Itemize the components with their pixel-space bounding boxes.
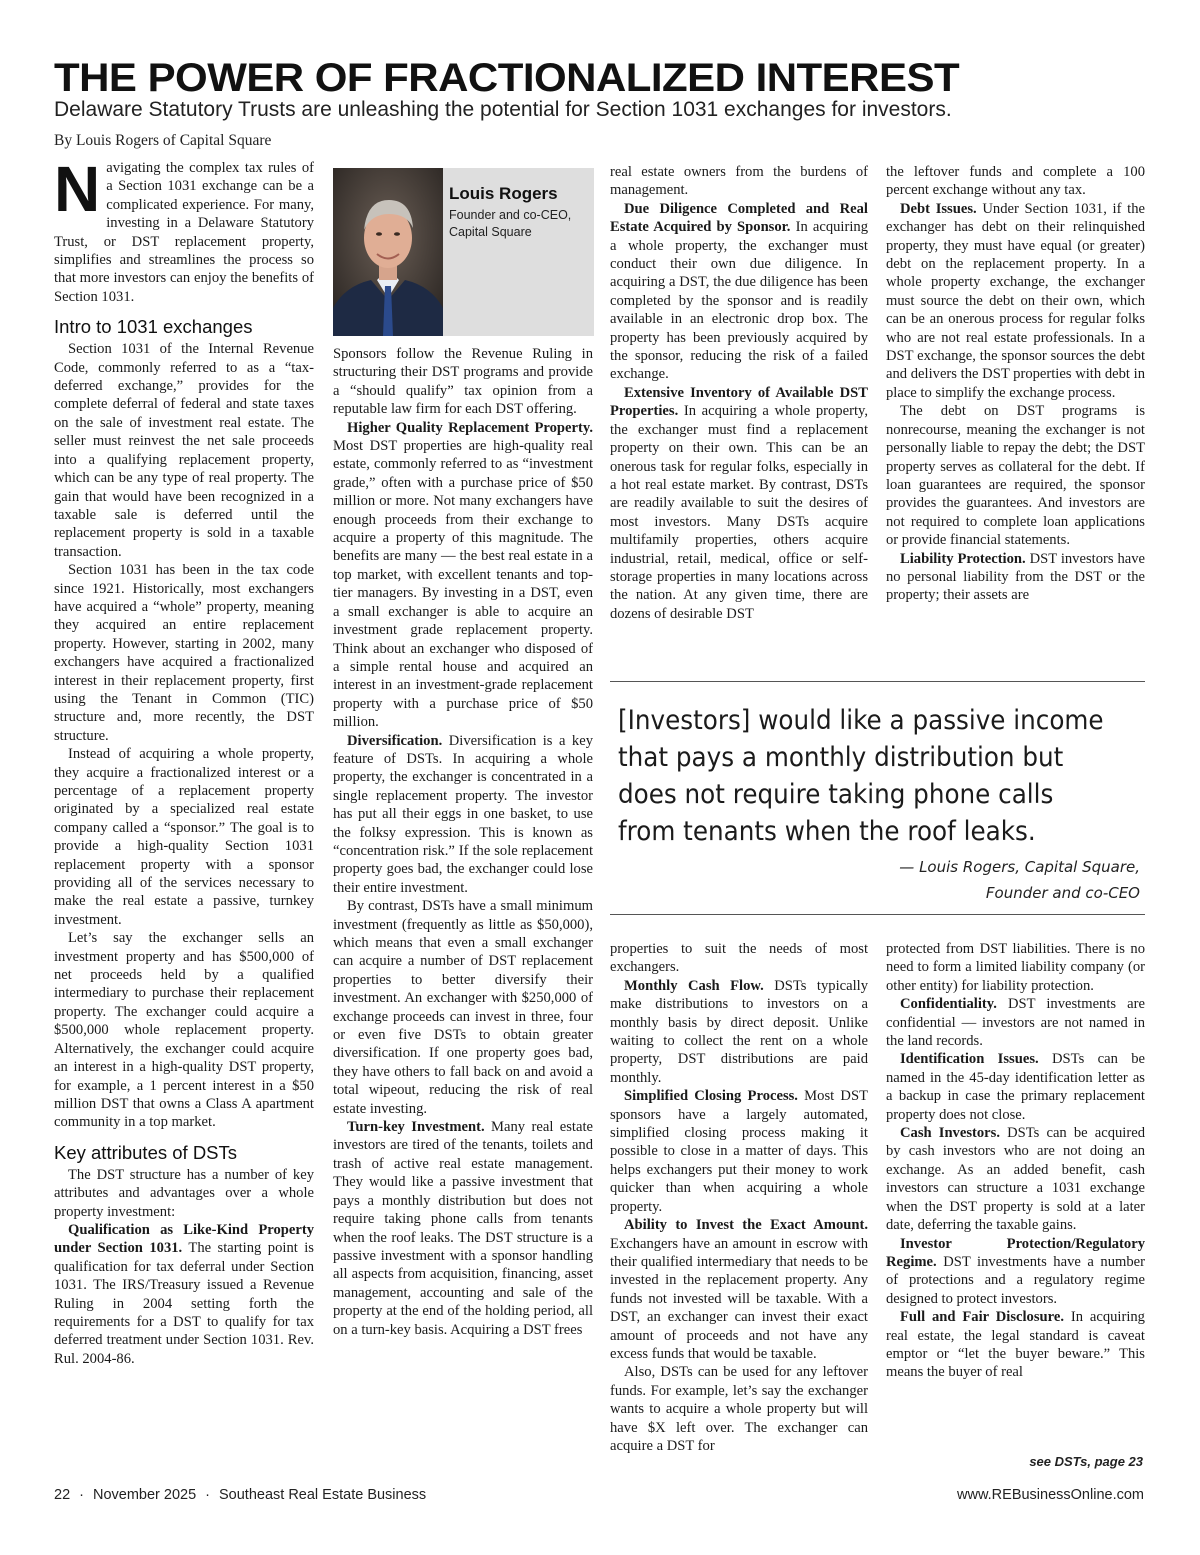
paragraph-text: DST investors have no personal liability from the DST or the property; their assets are bbox=[886, 550, 1145, 604]
run-in-heading: Cash Investors. bbox=[900, 1125, 1000, 1142]
paragraph-text: Diversification is a key feature of DSTs. In acquiring a whole property, the exchanger is concentrated in a single replacement property. The investor has put all their eggs in one basket, to use the folksy expression. This is known as “concentration risk.” If the sole replacement property goes bad, the exchanger could lose their entire investment. bbox=[333, 732, 593, 896]
drop-cap: N bbox=[54, 159, 101, 225]
run-in-heading: Due Diligence Completed and Real Estate Acquired by Sponsor. bbox=[610, 200, 868, 236]
paragraph-text: Most DST properties are high-quality real estate, commonly referred to as “investment grade,” often with a purchase price of $50 million or more. Not many exchangers have enough proceeds from their exchange to acquire a property of this magnitude. The benefits are many — the best real estate in a top market, with excellent tenants and top-tier managers. By investing in a DST, even a small exchanger is able to acquire an investment grade replacement property. Think about an exchanger who disposed of a simple rental house and acquired an interest in an investment-grade replacement property with a purchase price of $50 million. bbox=[333, 438, 593, 731]
paragraph bbox=[54, 1221, 314, 1368]
paragraph: Also, DSTs can be used for any leftover funds. For example, let’s say the exchanger wants to acquire a whole property but will have $X left over. The exchanger can acquire a DST for bbox=[610, 1364, 868, 1454]
intro-paragraph bbox=[54, 159, 314, 306]
paragraph: By contrast, DSTs have a small minimum investment (frequently as little as $50,000), which means that even a small exchanger can acquire a number of DST replacement properties to better diversify their investment. An exchanger with $250,000 of exchange proceeds can invest in three, four or even five DSTs to obtain greater diversification. If one property goes bad, they have others to fall back on and avoid a total wipeout, reducing the risk of real estate investing. bbox=[333, 898, 593, 1117]
run-in-heading: Turn-key Investment. bbox=[347, 1119, 485, 1136]
author-portrait-image bbox=[333, 168, 443, 336]
paragraph bbox=[886, 1308, 1145, 1382]
subhead: Delaware Statutory Trusts are unleashing the potential for Section 1031 exchanges for investors. bbox=[54, 98, 952, 121]
run-in-heading: Diversification. bbox=[347, 732, 443, 749]
column-3-bottom bbox=[610, 940, 868, 1477]
column-1 bbox=[54, 159, 314, 1477]
run-in-heading: Simplified Closing Process. bbox=[624, 1088, 798, 1105]
paragraph: properties to suit the needs of most exchangers. bbox=[610, 941, 868, 976]
paragraph bbox=[886, 1235, 1145, 1309]
paragraph: Instead of acquiring a whole property, they acquire a fractionalized interest or a percentage of a replacement property originated by a specialized real estate company called a “sponsor.” The goal is to provide a high-quality Section 1031 replacement property with a sponsor providing all of the services necessary to make the real estate a passive, turnkey investment. bbox=[54, 746, 314, 928]
intro-text: avigating the complex tax rules of a Section 1031 exchange can be a complicated experience. For many, investing in a Delaware Statutory Trust, or DST replacement property, simplifies and streamlines the process so that more investors can enjoy the benefits of Section 1031. bbox=[54, 160, 314, 305]
paragraph: The debt on DST programs is nonrecourse, meaning the exchanger is not personally liable to repay the debt; the DST property serves as collateral for the debt. If loan guarantees are required, the sponsor provides the guarantees. And investors are not required to complete loan applications or provide financial statements. bbox=[886, 403, 1145, 549]
section-heading-intro: Intro to 1031 exchanges bbox=[54, 316, 253, 338]
paragraph bbox=[886, 550, 1145, 605]
run-in-heading: Liability Protection. bbox=[900, 550, 1026, 567]
column-4-top bbox=[886, 163, 1145, 675]
run-in-heading: Higher Quality Replacement Property. bbox=[347, 419, 593, 436]
paragraph bbox=[886, 1124, 1145, 1234]
paragraph-text: DST investments are confidential — investors are not named in the land records. bbox=[886, 996, 1145, 1050]
attribution-line-1: — Louis Rogers, Capital Square, bbox=[899, 858, 1140, 876]
paragraph: The DST structure has a number of key attributes and advantages over a whole property investment: bbox=[54, 1166, 314, 1220]
run-in-heading: Confidentiality. bbox=[900, 996, 997, 1013]
issue-date: November 2025 bbox=[92, 1487, 197, 1503]
photo-caption-name: Louis Rogers bbox=[449, 184, 558, 203]
footer-separator: · bbox=[205, 1487, 210, 1503]
run-in-heading: Ability to Invest the Exact Amount. bbox=[624, 1217, 868, 1234]
paragraph bbox=[333, 419, 593, 732]
paragraph bbox=[333, 1118, 593, 1339]
paragraph bbox=[886, 995, 1145, 1050]
paragraph: Let’s say the exchanger sells an investment property and has $500,000 of net proceeds held by a qualified intermediary to purchase their replacement property. The exchanger could acquire a $500,000 whole replacement property. Alternatively, the exchanger could acquire an interest in a high-quality DST property, for example, a 1 percent interest in a $50 million DST that owns a Class A apartment community in a top market. bbox=[54, 930, 314, 1131]
pullquote-text: [Investors] would like a passive income that pays a monthly distribution but does not require taking phone calls from tenants when the roof leaks. bbox=[618, 705, 1104, 847]
headline: THE POWER OF FRACTIONALIZED INTEREST bbox=[54, 56, 960, 100]
byline: By Louis Rogers of Capital Square bbox=[54, 132, 272, 149]
footer-left bbox=[54, 1484, 426, 1506]
paragraph-text: DSTs typically make distributions to investors on a monthly basis by direct deposit. Unlike waiting to collect the rent on a whole property, DST distributions are paid monthly. bbox=[610, 977, 868, 1086]
column-2 bbox=[333, 345, 593, 1477]
run-in-heading: Investor Protection/Regulatory Regime. bbox=[886, 1235, 1145, 1270]
paragraph bbox=[610, 1087, 868, 1216]
paragraph bbox=[610, 384, 868, 623]
paragraph-text: DST investments have a number of protections and a regulatory regime designed to protect investors. bbox=[886, 1253, 1145, 1307]
paragraph: protected from DST liabilities. There is no need to form a limited liability company (or other entity) for liability protection. bbox=[886, 941, 1145, 994]
website-link[interactable]: www.REBusinessOnline.com bbox=[957, 1487, 1144, 1503]
paragraph-text: In acquiring a whole property, the exchanger must find a replacement property on their own. This can be an onerous task for regular folks, especially in a hot real estate market. By contrast, DSTs are readily available to suit the desires of most investors. Many DSTs acquire multifamily properties, others acquire industrial, retail, medical, office or self-storage properties in many locations across the nation. At any given time, there are dozens of desirable DST bbox=[610, 403, 868, 622]
page-footer bbox=[54, 1484, 1144, 1506]
pullquote-top-rule bbox=[610, 681, 1145, 682]
paragraph bbox=[610, 977, 868, 1087]
paragraph bbox=[610, 200, 868, 384]
run-in-heading: Identification Issues. bbox=[900, 1051, 1039, 1068]
paragraph-text: In acquiring real estate, the legal standard is caveat emptor or “let the buyer beware.” This means the buyer of real bbox=[886, 1309, 1145, 1381]
run-in-heading: Extensive Inventory of Available DST Properties. bbox=[610, 384, 868, 420]
paragraph bbox=[886, 1050, 1145, 1124]
photo-caption-title: Founder and co-CEO, Capital Square bbox=[449, 208, 572, 239]
paragraph: Sponsors follow the Revenue Ruling in structuring their DST programs and provide a “should qualify” tax opinion from a reputable law firm for each DST offering. bbox=[333, 346, 593, 418]
paragraph-text: The starting point is qualification for tax deferral under Section 1031. The IRS/Treasury issued a Revenue Ruling in 2004 setting forth the requirements for a DST to qualify for tax deferred treatment under Section 1031. Rev. Rul. 2004-86. bbox=[54, 1240, 314, 1367]
paragraph-text: DSTs can be acquired by cash investors who are not doing an exchange. As an added benefit, cash investors can structure a 1031 exchange when the DST property is sold at a later date, deferring the taxable gains. bbox=[886, 1125, 1145, 1234]
pullquote-bottom-rule bbox=[610, 914, 1145, 915]
run-in-heading: Monthly Cash Flow. bbox=[624, 977, 764, 994]
continuation-link[interactable]: see DSTs, page 23 bbox=[1029, 1454, 1143, 1469]
footer-separator: · bbox=[79, 1487, 84, 1503]
paragraph-text: Many real estate investors are tired of the tenants, toilets and trash of active real estate management. They would like a passive investment that pays a monthly distribution but does not require taking phone calls from tenants when the roof leaks. The DST structure is a passive investment with a sponsor handling all aspects from acquisition, financing, asset management, accounting and sale of the property at the end of the holding period, all on a turn-key basis. Acquiring a DST frees bbox=[333, 1119, 593, 1338]
paragraph: real estate owners from the burdens of management. bbox=[610, 164, 868, 199]
paragraph-text: In acquiring a whole property, the exchanger must conduct their own due diligence. In acquiring a DST, the due diligence has been completed by the sponsor and is readily available in an electronic drop box. The property has been previously acquired by the sponsor, reducing the risk of a failed exchange. bbox=[610, 219, 868, 383]
run-in-heading: Full and Fair Disclosure. bbox=[900, 1309, 1064, 1326]
paragraph-text: DSTs can be named in the 45-day identification letter as a backup in case the primary replacement property does not close. bbox=[886, 1051, 1145, 1123]
paragraph-text: Exchangers have an amount in escrow with their qualified intermediary that needs to be invested in the replacement property. Any funds not invested will be taxable. With a DST, an exchanger can invest their exact amount of proceeds and not have any excess funds that would be taxable. bbox=[610, 1235, 868, 1362]
column-3-top bbox=[610, 163, 868, 675]
publication-name: Southeast Real Estate Business bbox=[219, 1487, 427, 1503]
paragraph-text: Most DST sponsors have a largely automated, simplified closing process making it possible to close in a matter of days. This helps exchangers put their money to work quicker than when acquiring a whole property. bbox=[610, 1088, 868, 1215]
paragraph bbox=[333, 732, 593, 898]
section-heading-key-attributes: Key attributes of DSTs bbox=[54, 1141, 238, 1163]
paragraph-text: Under Section 1031, if the exchanger has debt on their relinquished property, they must have equal (or greater) debt on the replacement property. In a whole property exchange, the exchanger must source the debt on their own, which can be an onerous process for regular folks who are not real estate professionals. In a DST exchange, the sponsor sources the debt and delivers the DST properties with debt in place to simplify the exchange process. bbox=[886, 200, 1145, 401]
paragraph: Section 1031 of the Internal Revenue Code, commonly referred to as a “tax-deferred exchange,” provides for the complete deferral of federal and state taxes on the sale of investment real estate. The seller must reinvest the net sale proceeds into a qualifying replacement property, which can be any type of real property. The gain that would have been recognized in a taxable sale is deferred until the replacement property is sold in a taxable transaction. bbox=[54, 341, 314, 560]
paragraph bbox=[610, 1216, 868, 1363]
run-in-heading: Debt Issues. bbox=[900, 200, 977, 217]
pullquote-attribution bbox=[760, 854, 1140, 906]
paragraph bbox=[886, 200, 1145, 402]
page-number: 22 bbox=[54, 1487, 71, 1503]
attribution-line-2: Founder and co-CEO bbox=[985, 884, 1140, 902]
paragraph: Section 1031 has been in the tax code since 1921. Historically, most exchangers have acquired a “whole” property, meaning they acquired an entire replacement property. However, starting in 2002, many exchangers have acquired a fractionalized interest in their replacement property, first using the Tenant in Common (TIC) structure and, more recently, the DST structure. bbox=[54, 562, 314, 744]
column-4-bottom bbox=[886, 940, 1145, 1445]
paragraph: the leftover funds and complete a 100 percent exchange without any tax. bbox=[886, 164, 1145, 199]
run-in-heading: Qualification as Like-Kind Property under Section 1031. bbox=[54, 1221, 314, 1257]
